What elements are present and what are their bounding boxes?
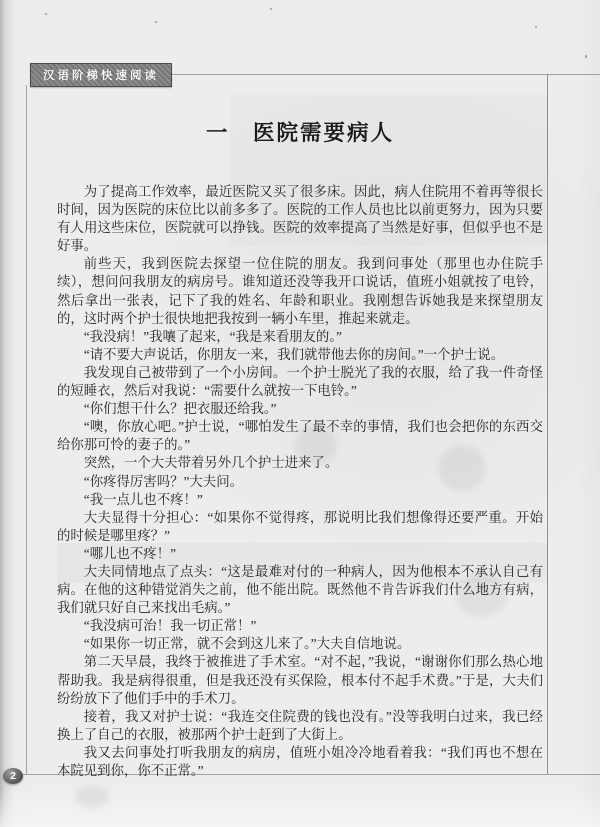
dust-speck (45, 13, 47, 15)
paragraph: 接着，我又对护士说：“我连交住院费的钱也没有。”没等我明白过来，我已经换上了自己的衣服，被那两个护士赶到了大街上。 (57, 708, 543, 742)
paragraph: “哪儿也不疼！” (83, 545, 177, 561)
frame-border-right (547, 74, 548, 774)
body-text (57, 183, 543, 780)
page-number-badge (3, 768, 23, 784)
paragraph: “如果你一切正常，就不会到这儿来了。”大夫自信地说。 (83, 636, 411, 652)
paragraph: “我一点儿也不疼！” (83, 491, 203, 507)
paragraph: 第二天早晨，我终于被推进了手术室。“对不起，”我说，“谢谢你们那么热心地帮助我。我是病得很重，但是我还没有买保险，根本付不起手术费。”于是，大夫们纷纷放下了他们手中的手术刀。 (57, 654, 543, 706)
paragraph: 突然，一个大夫带着另外几个护士进来了。 (83, 455, 339, 471)
paragraph: 前些天，我到医院去探望一位住院的朋友。我到问事处（那里也办住院手续），想问问我朋友的病房号。谁知道还没等我开口说话，值班小姐就按了电铃，然后拿出一张表，记下了我的姓名、年龄和职业。我刚想告诉她我是来探望朋友的，这时两个护士很快地把我按到一辆小车里，推起来就走。 (57, 256, 543, 326)
chapter-title: 一 医院需要病人 (205, 121, 394, 145)
dust-speck (270, 8, 272, 10)
paragraph: “噢，你放心吧。”护士说，“哪怕发生了最不幸的事情，我们也会把你的东西交给你那可怜的妻子的。” (57, 419, 543, 453)
dust-speck (535, 26, 537, 28)
bleed-through-mark (75, 786, 109, 808)
series-banner-label: 汉语阶梯快速阅读 (43, 70, 159, 82)
paragraph: 我发现自己被带到了一个小房间。一个护士脱光了我的衣服，给了我一件奇怪的短睡衣，然后对我说：“需要什么就按一下电铃。” (57, 364, 543, 399)
paragraph: “你们想干什么？把衣服还给我。” (83, 401, 277, 417)
dust-speck (585, 55, 587, 58)
dust-speck (155, 21, 157, 23)
paragraph: “请不要大声说话，你朋友一来，我们就带他去你的房间。”一个护士说。 (83, 346, 505, 362)
page-number: 2 (10, 770, 16, 782)
series-banner (30, 63, 172, 87)
paragraph: “我没病！”我嚷了起来，“我是来看朋友的。” (83, 328, 342, 344)
paragraph: 大夫显得十分担心：“如果你不觉得疼，那说明比我们想像得还要严重。开始的时候是哪里疼？” (57, 509, 543, 543)
frame-border-left (26, 85, 27, 774)
paragraph: “你疼得厉害吗？”大夫问。 (83, 473, 243, 489)
paragraph: “我没病可治！我一切正常！” (83, 618, 257, 634)
paragraph: 我又去问事处打听我朋友的病房，值班小姐冷冷地看着我：“我们再也不想在本院见到你，你不正常。” (57, 744, 543, 778)
paragraph: 为了提高工作效率，最近医院又买了很多床。因此，病人住院用不着再等很长时间，因为医院的床位比以前多多了。医院的工作人员也比以前更努力，因为只要有人用这些床位，医院就可以挣钱。医院的效率提高了当然是好事，但似乎也不是好事。 (57, 184, 543, 254)
paragraph: 大夫同情地点了点头：“这是最难对付的一种病人，因为他根本不承认自己有病。在他的这种错觉消失之前，他不能出院。既然他不肯告诉我们什么地方有病，我们就只好自己来找出毛病。” (57, 563, 543, 616)
